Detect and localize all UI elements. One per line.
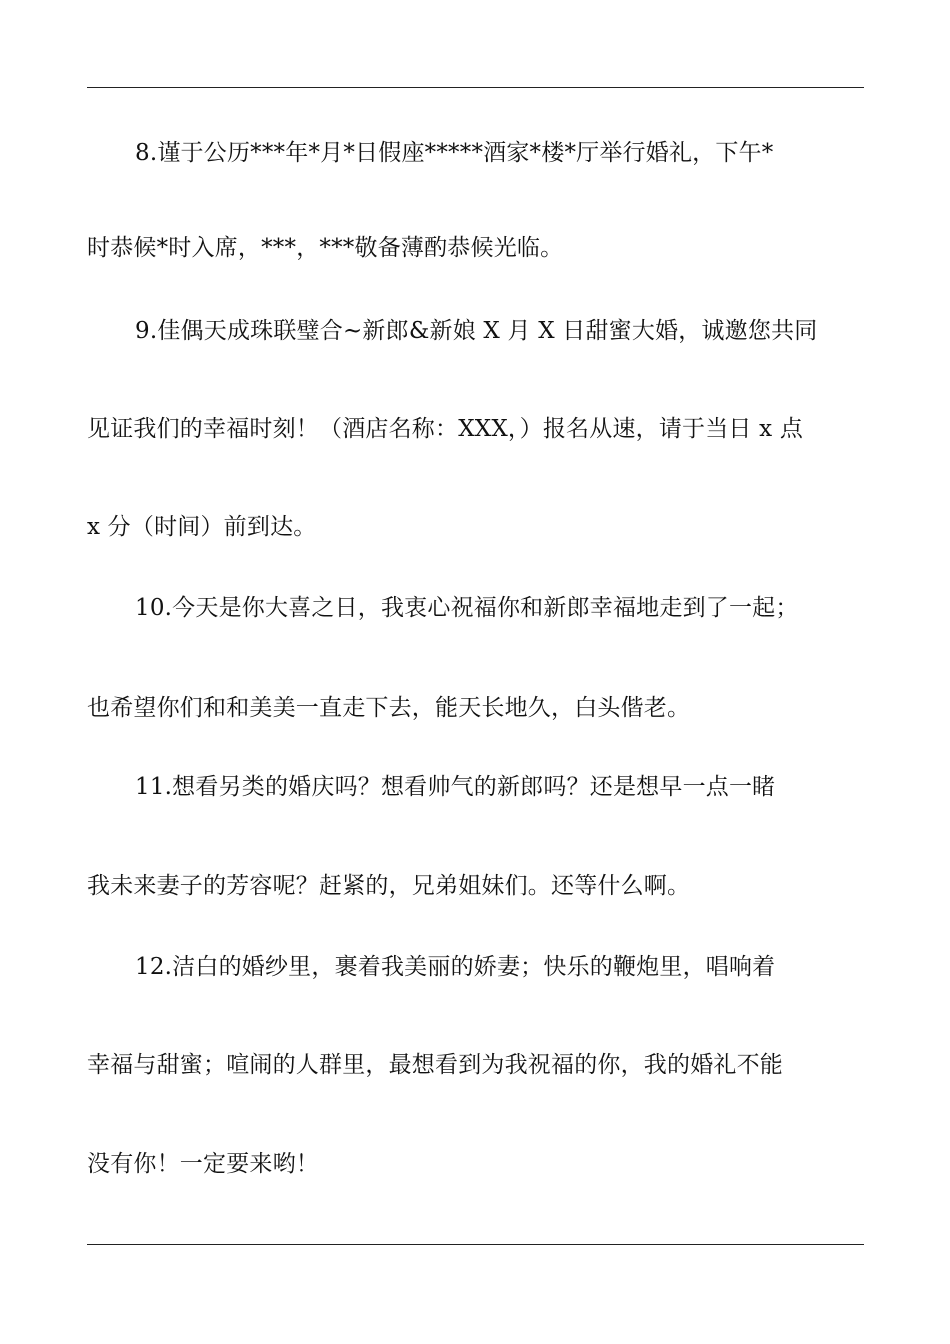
paragraph-9-line-2: 见证我们的幸福时刻！（酒店名称：XXX，）报名从速，请于当日 x 点 [87,416,804,442]
paragraph-12-line-1: 12.洁白的婚纱里，裹着我美丽的娇妻；快乐的鞭炮里，唱响着 [135,954,776,980]
paragraph-11-line-1: 11.想看另类的婚庆吗？想看帅气的新郎吗？还是想早一点一睹 [135,774,776,800]
paragraph-12-line-2: 幸福与甜蜜；喧闹的人群里，最想看到为我祝福的你，我的婚礼不能 [87,1052,783,1078]
paragraph-11-line-2: 我未来妻子的芳容呢？赶紧的，兄弟姐妹们。还等什么啊。 [87,873,691,899]
paragraph-9-line-3: x 分（时间）前到达。 [87,514,317,540]
paragraph-10-line-1: 10.今天是你大喜之日，我衷心祝福你和新郎幸福地走到了一起； [135,595,799,621]
header-rule [87,87,864,88]
paragraph-10-line-2: 也希望你们和和美美一直走下去，能天长地久，白头偕老。 [87,695,691,721]
footer-rule [87,1244,864,1245]
paragraph-8-line-1: 8.谨于公历***年*月*日假座*****酒家*楼*厅举行婚礼，下午* [135,140,774,166]
paragraph-9-line-1: 9.佳偶天成珠联璧合~新郎&新娘 X 月 X 日甜蜜大婚，诚邀您共同 [135,318,818,344]
paragraph-12-line-3: 没有你！一定要来哟！ [87,1151,319,1177]
paragraph-8-line-2: 时恭候*时入席，***，***敬备薄酌恭候光临。 [87,235,564,261]
